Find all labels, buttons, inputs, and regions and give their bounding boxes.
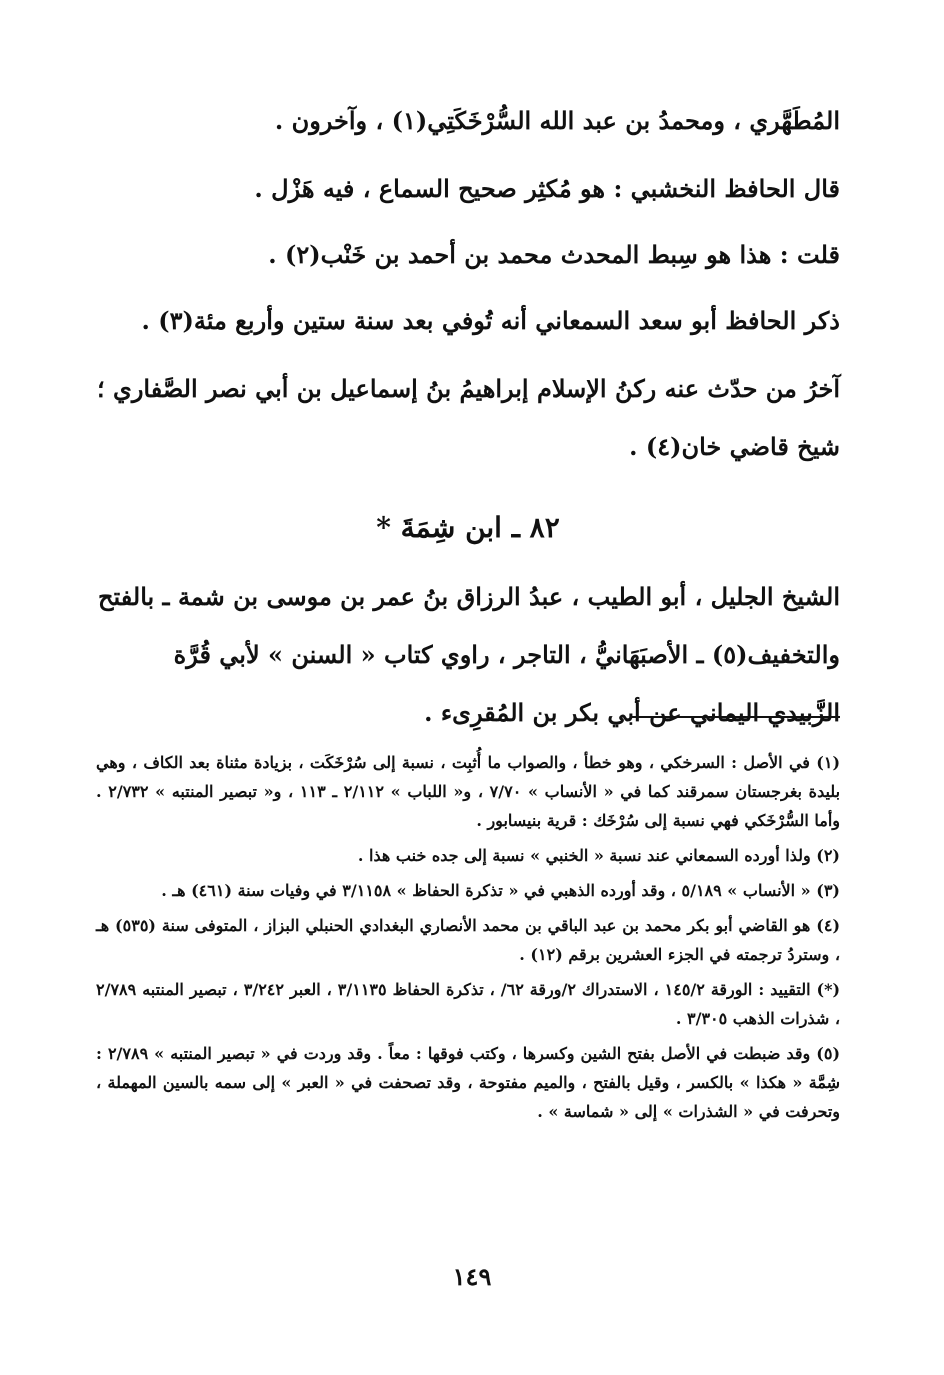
- paragraph-2: قال الحافظ النخشبي : هو مُكثِر صحيح السماع ، فيه هَزْل .: [254, 174, 840, 203]
- footnote-star: (*) التقييد : الورقة ١٤٥/٢ ، الاستدراك ٢/ورقة ٦٢/ ، تذكرة الحفاظ ٣/١١٣٥ ، العبر ٣/٢٤٢ ، تبصير المنتبه ٢/٧٨٩ ، شذرات الذهب ٣/٣٠٥ .: [96, 980, 841, 1028]
- paragraph-6: الشيخ الجليل ، أبو الطيب ، عبدُ الرزاق بنُ عمر بن موسى بن شمة ـ بالفتح والتخفيف(٥) ـ الأصبَهَانيُّ ، التاجر ، راوي كتاب « السنن » لأبي قُرَّة الزَّبيدي اليماني عن أبي بكر بن المُقرِىء .: [98, 582, 840, 727]
- paragraph-5: آخرُ من حدّث عنه ركنُ الإسلام إبراهيمُ بنُ إسماعيل بن أبي نصر الصَّفاري ؛ شيخ قاضي خان(٤) .: [97, 374, 840, 461]
- main-text: [96, 92, 840, 742]
- footnote-1: (١) في الأصل : السرخكي ، وهو خطأ ، والصواب ما أُثبِت ، نسبة إلى سُرْخَكَت ، بزيادة مثناة بعد الكاف ، وهي بليدة بغرجستان سمرقند كما في « الأنساب » ٧/٧٠ ، و« اللباب » ٢/١١٢ ـ ١١٣ ، و« تبصير المنتبه » ٢/٧٣٢ . وأما السُّرْخَكي فهي نسبة إلى سُرْخَك : قرية بنيسابور .: [96, 753, 841, 830]
- paragraph-3: قلت : هذا هو سِبط المحدث محمد بن أحمد بن خَنْب(٢) .: [268, 240, 840, 269]
- footnote-3: (٣) « الأنساب » ٥/١٨٩ ، وقد أورده الذهبي في « تذكرة الحفاظ » ٣/١١٥٨ في وفيات سنة (٤٦١) هـ .: [161, 881, 840, 900]
- footnote-4: (٤) هو القاضي أبو بكر محمد بن عبد الباقي بن محمد الأنصاري البغدادي الحنبلي البزاز ، المتوفى سنة (٥٣٥) هـ ، وستردُ ترجمته في الجزء العشرين برقم (١٢) .: [96, 916, 841, 964]
- footnotes: [96, 748, 840, 1132]
- footnote-2: (٢) ولذا أورده السمعاني عند نسبة « الخنبي » نسبة إلى جده خنب هذا .: [357, 846, 840, 865]
- footnote-5: (٥) وقد ضبطت في الأصل بفتح الشين وكسرها ، وكتب فوقها : معاً . وقد وردت في « تبصير المنتبه » ٢/٧٨٩ : شِمَّة « هكذا » بالكسر ، وقيل بالفتح ، والميم مفتوحة ، وقد تصحفت في « العبر » إلى سمه بالسين المهملة ، وتحرفت في « الشذرات » إلى « شماسة » .: [96, 1044, 841, 1121]
- paragraph-1: المُطَهَّري ، ومحمدُ بن عبد الله السُّرْخَكَتِي(١) ، وآخرون .: [274, 106, 840, 135]
- page-number: ١٤٩: [452, 1262, 492, 1291]
- footnote-separator: [630, 716, 840, 718]
- entry-heading: ٨٢ ـ ابن شِمَةَ *: [376, 511, 560, 544]
- paragraph-4: ذكر الحافظ أبو سعد السمعاني أنه تُوفي بعد سنة ستين وأربع مئة(٣) .: [141, 306, 840, 335]
